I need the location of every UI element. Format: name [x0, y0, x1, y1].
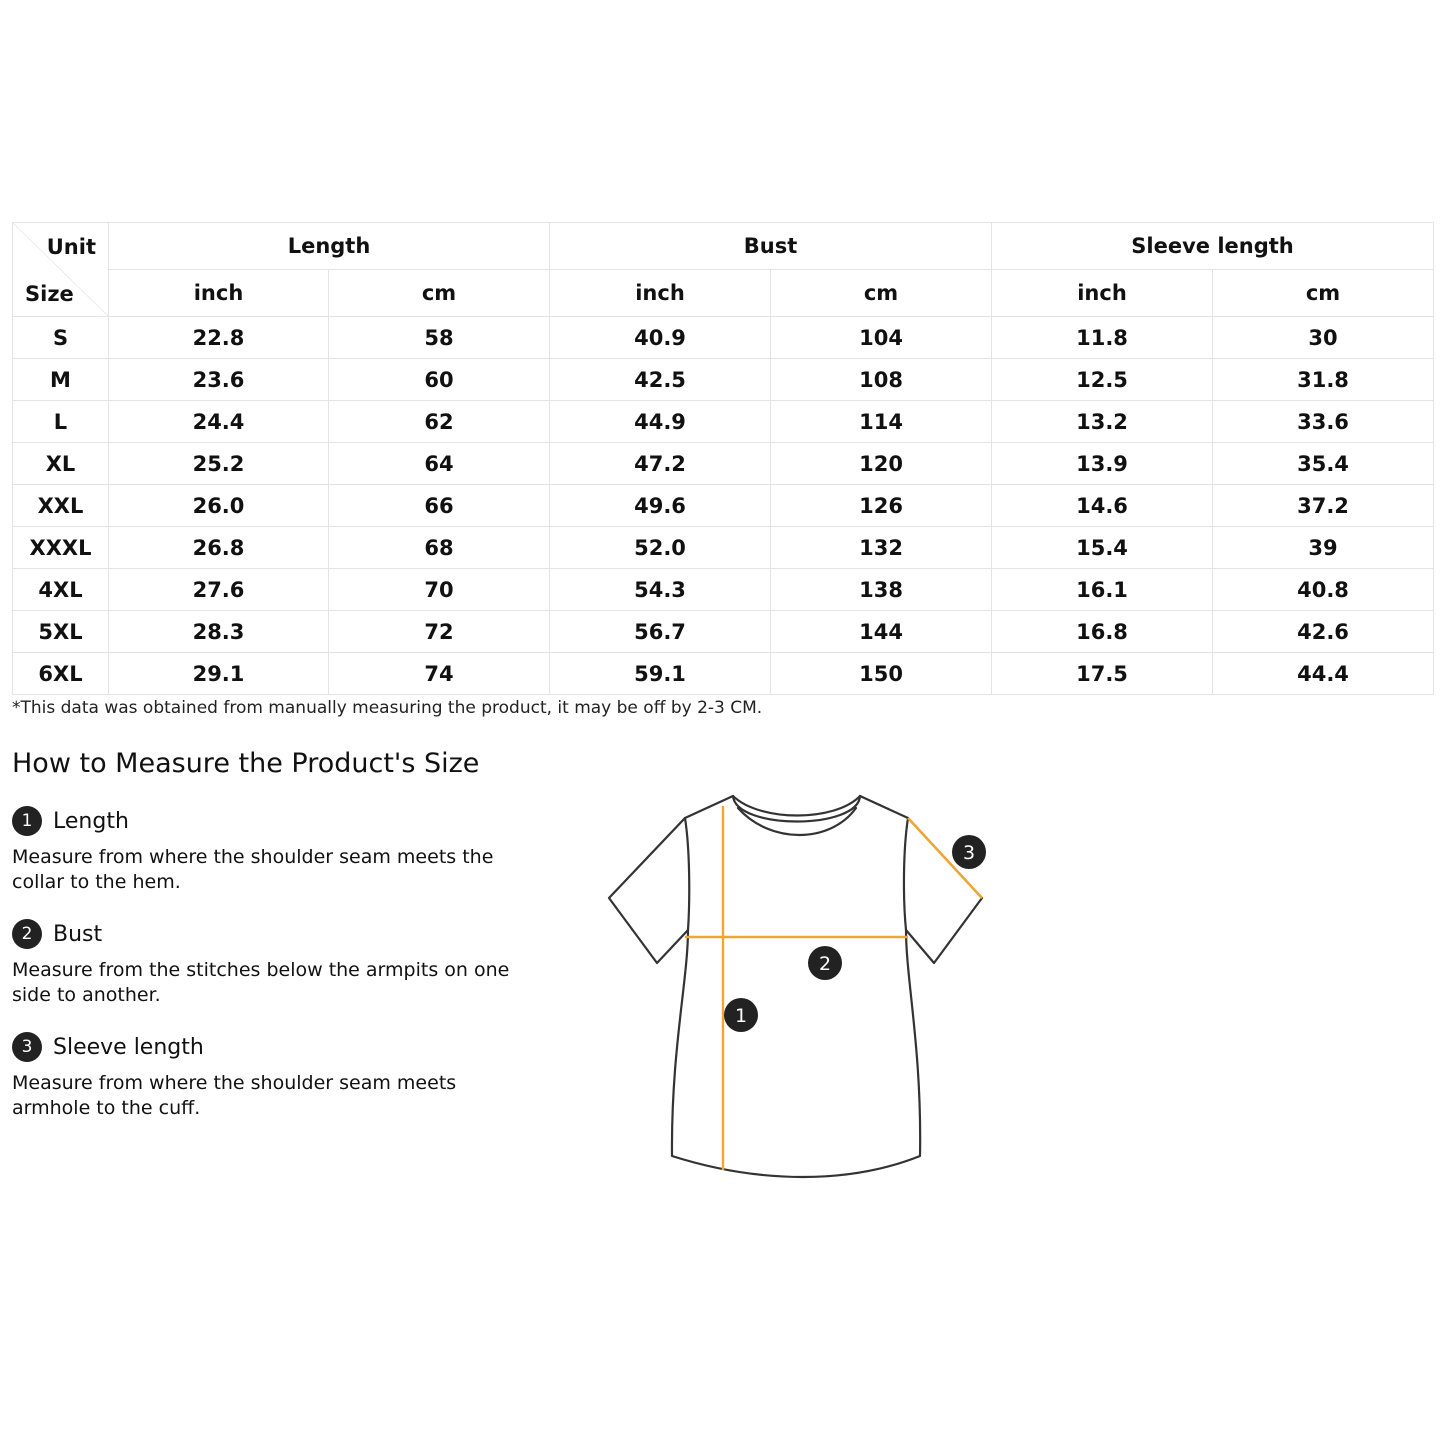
size-cell: 4XL	[13, 569, 109, 611]
value-cell: 62	[329, 401, 550, 443]
badge-3-label: 3	[962, 842, 976, 864]
value-cell: 66	[329, 485, 550, 527]
group-header-row	[13, 223, 1434, 270]
value-cell: 114	[771, 401, 992, 443]
value-cell: 13.9	[992, 443, 1213, 485]
step-label: Bust	[53, 921, 103, 947]
step-label: Sleeve length	[53, 1034, 204, 1060]
badge-2-icon	[808, 946, 842, 980]
value-cell: 24.4	[109, 401, 329, 443]
size-cell: XL	[13, 443, 109, 485]
table-row	[13, 359, 1434, 401]
value-cell: 30	[1213, 317, 1434, 359]
value-cell: 108	[771, 359, 992, 401]
unit-header: inch	[550, 270, 771, 317]
value-cell: 56.7	[550, 611, 771, 653]
unit-header: cm	[771, 270, 992, 317]
corner-unit-label: Unit	[46, 235, 96, 259]
table-row	[13, 485, 1434, 527]
tshirt-body-outline	[609, 796, 982, 1177]
tshirt-collar	[733, 796, 860, 816]
value-cell: 16.8	[992, 611, 1213, 653]
table-row	[13, 653, 1434, 695]
value-cell: 40.9	[550, 317, 771, 359]
right-sleeve-seam	[904, 818, 908, 930]
value-cell: 35.4	[1213, 443, 1434, 485]
value-cell: 37.2	[1213, 485, 1434, 527]
value-cell: 22.8	[109, 317, 329, 359]
value-cell: 59.1	[550, 653, 771, 695]
corner-size-label: Size	[25, 282, 74, 306]
number-3-badge-icon: 3	[12, 1032, 42, 1062]
group-header-bust: Bust	[550, 223, 992, 270]
value-cell: 29.1	[109, 653, 329, 695]
value-cell: 27.6	[109, 569, 329, 611]
step-head	[12, 918, 532, 950]
value-cell: 52.0	[550, 527, 771, 569]
value-cell: 16.1	[992, 569, 1213, 611]
table-row	[13, 401, 1434, 443]
table-row	[13, 317, 1434, 359]
size-cell: 6XL	[13, 653, 109, 695]
step-label: Length	[53, 808, 129, 834]
value-cell: 68	[329, 527, 550, 569]
badge-1-label: 1	[734, 1005, 748, 1027]
value-cell: 11.8	[992, 317, 1213, 359]
table-row	[13, 443, 1434, 485]
value-cell: 31.8	[1213, 359, 1434, 401]
value-cell: 138	[771, 569, 992, 611]
step-description: Measure from the stitches below the armpits on one side to another.	[12, 959, 510, 1006]
value-cell: 15.4	[992, 527, 1213, 569]
value-cell: 12.5	[992, 359, 1213, 401]
value-cell: 54.3	[550, 569, 771, 611]
guide-title: How to Measure the Product's Size	[12, 748, 480, 779]
unit-header: cm	[329, 270, 550, 317]
value-cell: 104	[771, 317, 992, 359]
unit-header: inch	[109, 270, 329, 317]
value-cell: 17.5	[992, 653, 1213, 695]
value-cell: 44.4	[1213, 653, 1434, 695]
value-cell: 33.6	[1213, 401, 1434, 443]
unit-header: cm	[1213, 270, 1434, 317]
value-cell: 26.0	[109, 485, 329, 527]
value-cell: 28.3	[109, 611, 329, 653]
unit-header: inch	[992, 270, 1213, 317]
value-cell: 150	[771, 653, 992, 695]
left-sleeve-seam	[685, 818, 689, 930]
size-cell: S	[13, 317, 109, 359]
size-cell: M	[13, 359, 109, 401]
tshirt-outline-icon	[600, 785, 1000, 1185]
table-row	[13, 569, 1434, 611]
badge-1-icon	[724, 998, 758, 1032]
value-cell: 42.6	[1213, 611, 1434, 653]
value-cell: 39	[1213, 527, 1434, 569]
value-cell: 42.5	[550, 359, 771, 401]
step-length	[12, 805, 532, 895]
value-cell: 49.6	[550, 485, 771, 527]
size-rows	[13, 317, 1434, 695]
value-cell: 44.9	[550, 401, 771, 443]
value-cell: 58	[329, 317, 550, 359]
value-cell: 47.2	[550, 443, 771, 485]
value-cell: 64	[329, 443, 550, 485]
value-cell: 74	[329, 653, 550, 695]
table-row	[13, 611, 1434, 653]
value-cell: 126	[771, 485, 992, 527]
value-cell: 14.6	[992, 485, 1213, 527]
value-cell: 25.2	[109, 443, 329, 485]
value-cell: 13.2	[992, 401, 1213, 443]
badge-2-label: 2	[818, 953, 832, 975]
step-sleeve-length	[12, 1031, 532, 1121]
step-description: Measure from where the shoulder seam meets armhole to the cuff.	[12, 1072, 457, 1119]
value-cell: 144	[771, 611, 992, 653]
value-cell: 26.8	[109, 527, 329, 569]
step-bust	[12, 918, 532, 1008]
size-cell: XXXL	[13, 527, 109, 569]
group-header-sleeve-length: Sleeve length	[992, 223, 1434, 270]
step-head	[12, 1031, 532, 1063]
group-header-length: Length	[109, 223, 550, 270]
step-description: Measure from where the shoulder seam meets the collar to the hem.	[12, 846, 494, 893]
badge-3-icon	[952, 835, 986, 869]
number-2-badge-icon: 2	[12, 919, 42, 949]
table-row	[13, 527, 1434, 569]
number-1-badge-icon: 1	[12, 806, 42, 836]
step-head	[12, 805, 532, 837]
value-cell: 132	[771, 527, 992, 569]
corner-cell	[13, 223, 109, 317]
size-chart-table	[12, 222, 1434, 695]
measurement-note: *This data was obtained from manually measuring the product, it may be off by 2-3 CM.	[12, 698, 763, 718]
size-cell: 5XL	[13, 611, 109, 653]
value-cell: 23.6	[109, 359, 329, 401]
value-cell: 72	[329, 611, 550, 653]
value-cell: 120	[771, 443, 992, 485]
unit-header-row	[13, 270, 1434, 317]
value-cell: 70	[329, 569, 550, 611]
value-cell: 40.8	[1213, 569, 1434, 611]
value-cell: 60	[329, 359, 550, 401]
size-cell: XXL	[13, 485, 109, 527]
size-cell: L	[13, 401, 109, 443]
